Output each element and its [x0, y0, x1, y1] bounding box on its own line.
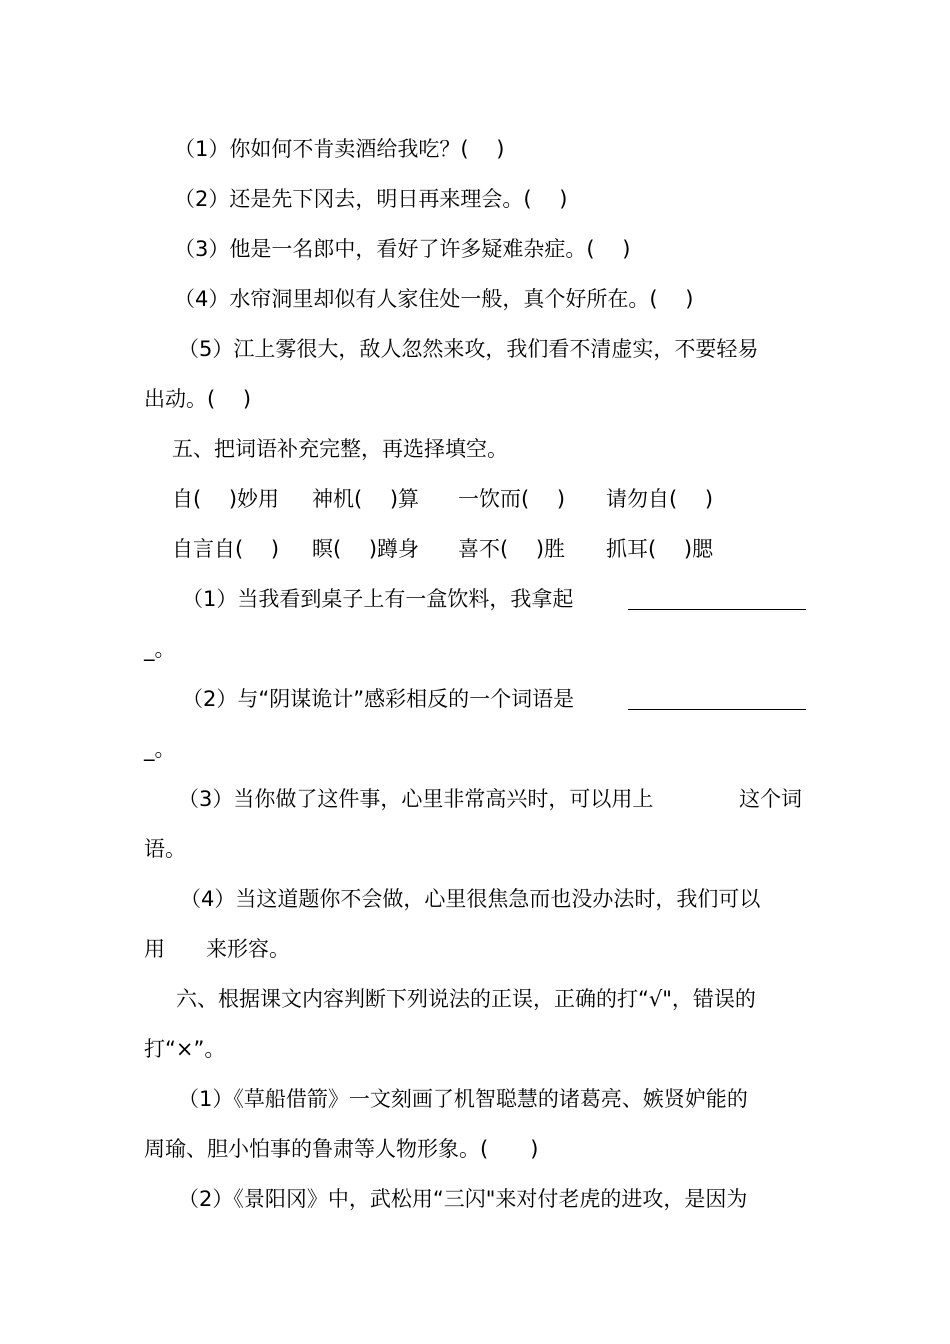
q4-item-3: （3）他是一名郎中，看好了许多疑难杂症。( ): [174, 237, 631, 261]
q4-item-1: （1）你如何不肯卖酒给我吃？( ): [174, 137, 505, 161]
q4-item-4: （4）水帘洞里却似有人家住处一般，真个好所在。( ): [174, 287, 694, 311]
q5-sentence-4: （4）当这道题你不会做，心里很焦急而也没办法时，我们可以: [180, 887, 761, 911]
q6-item-1-line-1: （1）《草船借箭》一文刻画了机智聪慧的诸葛亮、嫉贤妒能的: [178, 1087, 748, 1111]
q4-item-2: （2）还是先下冈去，明日再来理会。( ): [174, 187, 568, 211]
q5-sentence-3-tail: 这个词: [739, 787, 802, 811]
q5-word-r2-1: 自言自( ): [172, 537, 280, 561]
q5-word-r2-2: 瞑( )蹲身: [312, 537, 420, 561]
q6-item-2-line-1: （2）《景阳冈》中，武松用“三闪"来对付老虎的进攻，是因为: [178, 1187, 748, 1211]
q5-sentence-4-start: 用: [144, 937, 165, 961]
q5-word-r1-2: 神机( )算: [312, 487, 420, 511]
q5-blank-2: [628, 684, 806, 714]
q5-sentence-2: （2）与“阴谋诡计”感彩相反的一个词语是: [182, 687, 575, 711]
q6-title: 六、根据课文内容判断下列说法的正误，正确的打“√"，错误的: [176, 987, 756, 1011]
q5-sentence-4-end: 来形容。: [206, 937, 290, 961]
q5-title: 五、把词语补充完整，再选择填空。: [172, 437, 508, 461]
q5-sentence-1-end: _。: [144, 637, 176, 661]
q5-word-r1-4: 请勿自( ): [606, 487, 714, 511]
q5-word-r1-1: 自( )妙用: [172, 487, 280, 511]
q5-sentence-1: （1）当我看到桌子上有一盒饮料，我拿起: [182, 587, 574, 611]
q5-sentence-2-end: _。: [144, 737, 176, 761]
q6-item-1-line-2: 周瑜、胆小怕事的鲁肃等人物形象。( ): [144, 1137, 539, 1161]
q5-word-r1-3: 一饮而( ): [458, 487, 566, 511]
q6-title-end: 打“×”。: [144, 1037, 226, 1061]
q5-sentence-3-end: 语。: [144, 837, 186, 861]
q4-item-5-line-1: （5）江上雾很大，敌人忽然来攻，我们看不清虚实，不要轻易: [178, 337, 759, 361]
q5-sentence-3: （3）当你做了这件事，心里非常高兴时，可以用上: [178, 787, 654, 811]
q5-word-r2-3: 喜不( )胜: [458, 537, 566, 561]
q4-item-5-line-2: 出动。( ): [144, 387, 252, 411]
q5-blank-1: [628, 584, 806, 614]
q5-word-r2-4: 抓耳( )腮: [606, 537, 714, 561]
